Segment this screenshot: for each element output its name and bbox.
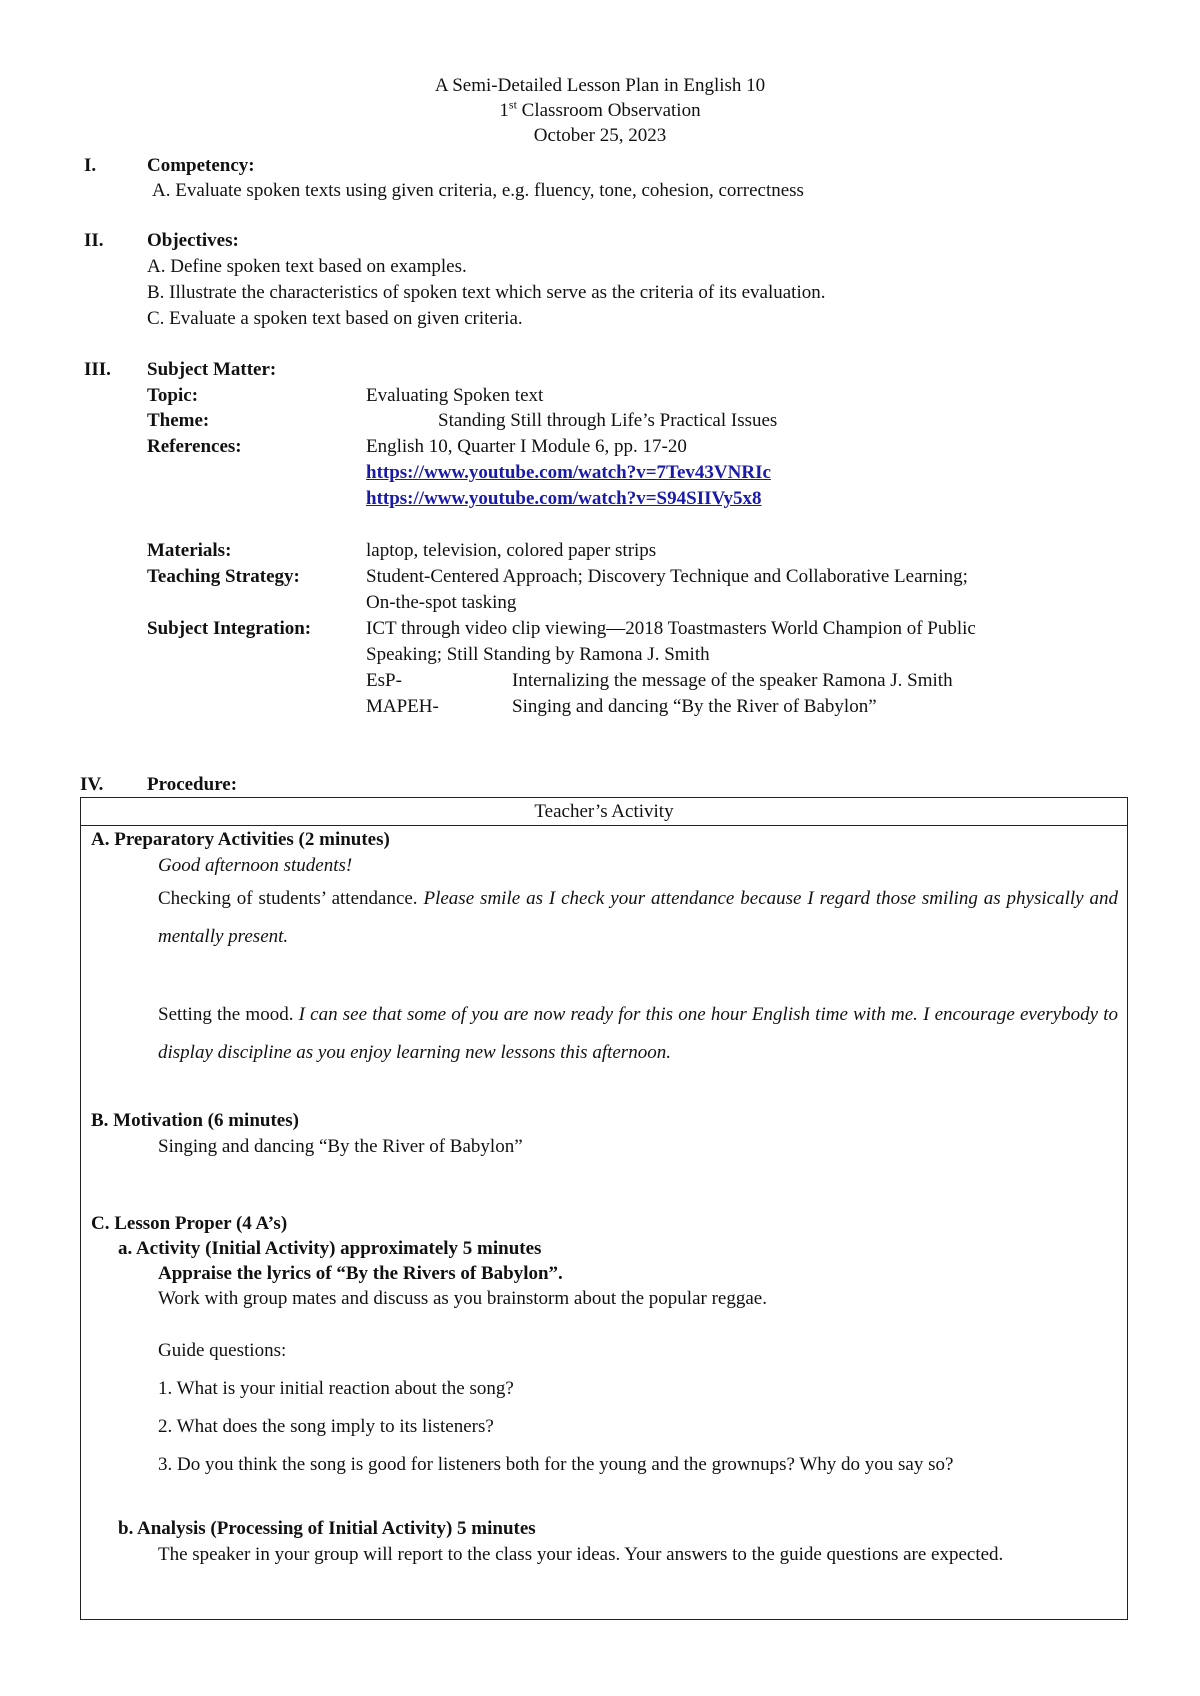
mapeh-text: Singing and dancing “By the River of Babylon” [512, 696, 877, 717]
observation-text: Classroom Observation [516, 100, 701, 121]
attendance-paragraph [158, 880, 1118, 956]
document-title: A Semi-Detailed Lesson Plan in English 10 [434, 75, 766, 96]
teaching-strategy-line-2: On-the-spot tasking [366, 592, 517, 613]
analysis-heading: b. Analysis (Processing of Initial Activity) 5 minutes [118, 1518, 536, 1539]
lesson-proper-heading: C. Lesson Proper (4 A’s) [91, 1213, 288, 1234]
subject-integration-line-1: ICT through video clip viewing—2018 Toastmasters World Champion of Public [366, 618, 976, 639]
attendance-lead: Checking of students’ attendance. [158, 888, 424, 909]
motivation-heading: B. Motivation (6 minutes) [91, 1110, 299, 1131]
analysis-text: The speaker in your group will report to the class your ideas. Your answers to the guide questions are expected. [158, 1544, 1004, 1565]
materials-value: laptop, television, colored paper strips [366, 540, 657, 561]
mood-paragraph [158, 996, 1118, 1072]
theme-value: Standing Still through Life’s Practical Issues [438, 410, 778, 431]
competency-item: A. Evaluate spoken texts using given criteria, e.g. fluency, tone, cohesion, correctness [152, 180, 804, 201]
esp-text: Internalizing the message of the speaker Ramona J. Smith [512, 670, 953, 691]
observation-line [0, 98, 1200, 123]
motivation-text: Singing and dancing “By the River of Babylon” [158, 1136, 523, 1157]
subject-matter-roman: III. [84, 359, 111, 380]
observation-number: 1 [499, 100, 509, 121]
activity-heading: a. Activity (Initial Activity) approximately 5 minutes [118, 1238, 542, 1259]
mapeh-label: MAPEH- [366, 696, 439, 717]
document-date: October 25, 2023 [533, 125, 667, 146]
topic-value: Evaluating Spoken text [366, 385, 544, 406]
guide-question-2: 2. What does the song imply to its listeners? [158, 1416, 494, 1437]
guide-question-3: 3. Do you think the song is good for listeners both for the young and the grownups? Why do you say so? [158, 1454, 954, 1475]
greeting-text: Good afternoon students! [158, 855, 353, 876]
competency-roman: I. [84, 155, 97, 176]
preparatory-heading: A. Preparatory Activities (2 minutes) [91, 829, 390, 850]
references-value: English 10, Quarter I Module 6, pp. 17-20 [366, 436, 687, 457]
subject-matter-title: Subject Matter: [147, 359, 277, 380]
reference-link-2[interactable]: https://www.youtube.com/watch?v=S94SIIVy5x8 [366, 488, 762, 509]
procedure-roman: IV. [80, 774, 104, 795]
activity-text: Work with group mates and discuss as you brainstorm about the popular reggae. [158, 1288, 767, 1309]
objective-item-b: B. Illustrate the characteristics of spoken text which serve as the criteria of its evaluation. [147, 282, 826, 303]
procedure-table [80, 797, 1128, 1620]
materials-label: Materials: [147, 540, 232, 561]
references-label: References: [147, 436, 242, 457]
competency-title: Competency: [147, 155, 255, 176]
esp-label: EsP- [366, 670, 402, 691]
subject-integration-label: Subject Integration: [147, 618, 312, 639]
subject-integration-line-2: Speaking; Still Standing by Ramona J. Smith [366, 644, 710, 665]
topic-label: Topic: [147, 385, 199, 406]
objective-item-c: C. Evaluate a spoken text based on given criteria. [147, 308, 523, 329]
document-header [0, 73, 1200, 148]
teaching-strategy-label: Teaching Strategy: [147, 566, 300, 587]
guide-questions-label: Guide questions: [158, 1340, 287, 1361]
activity-subheading: Appraise the lyrics of “By the Rivers of Babylon”. [158, 1263, 563, 1284]
observation-ordinal: st [508, 97, 517, 112]
mood-lead: Setting the mood. [158, 1004, 299, 1025]
procedure-title: Procedure: [147, 774, 238, 795]
objectives-title: Objectives: [147, 230, 239, 251]
teaching-strategy-line-1: Student-Centered Approach; Discovery Technique and Collaborative Learning; [366, 566, 968, 587]
guide-question-1: 1. What is your initial reaction about the song? [158, 1378, 514, 1399]
reference-link-1[interactable]: https://www.youtube.com/watch?v=7Tev43VNRIc [366, 462, 771, 483]
attendance-instruction: Please smile as I check your attendance because I regard those smiling as physically and mentally present. [158, 888, 1118, 947]
table-header: Teacher’s Activity [81, 798, 1127, 826]
theme-label: Theme: [147, 410, 210, 431]
objective-item-a: A. Define spoken text based on examples. [147, 256, 467, 277]
objectives-roman: II. [84, 230, 104, 251]
mood-instruction: I can see that some of you are now ready for this one hour English time with me. I encourage everybody to display discipline as you enjoy learning new lessons this afternoon. [158, 1004, 1119, 1063]
